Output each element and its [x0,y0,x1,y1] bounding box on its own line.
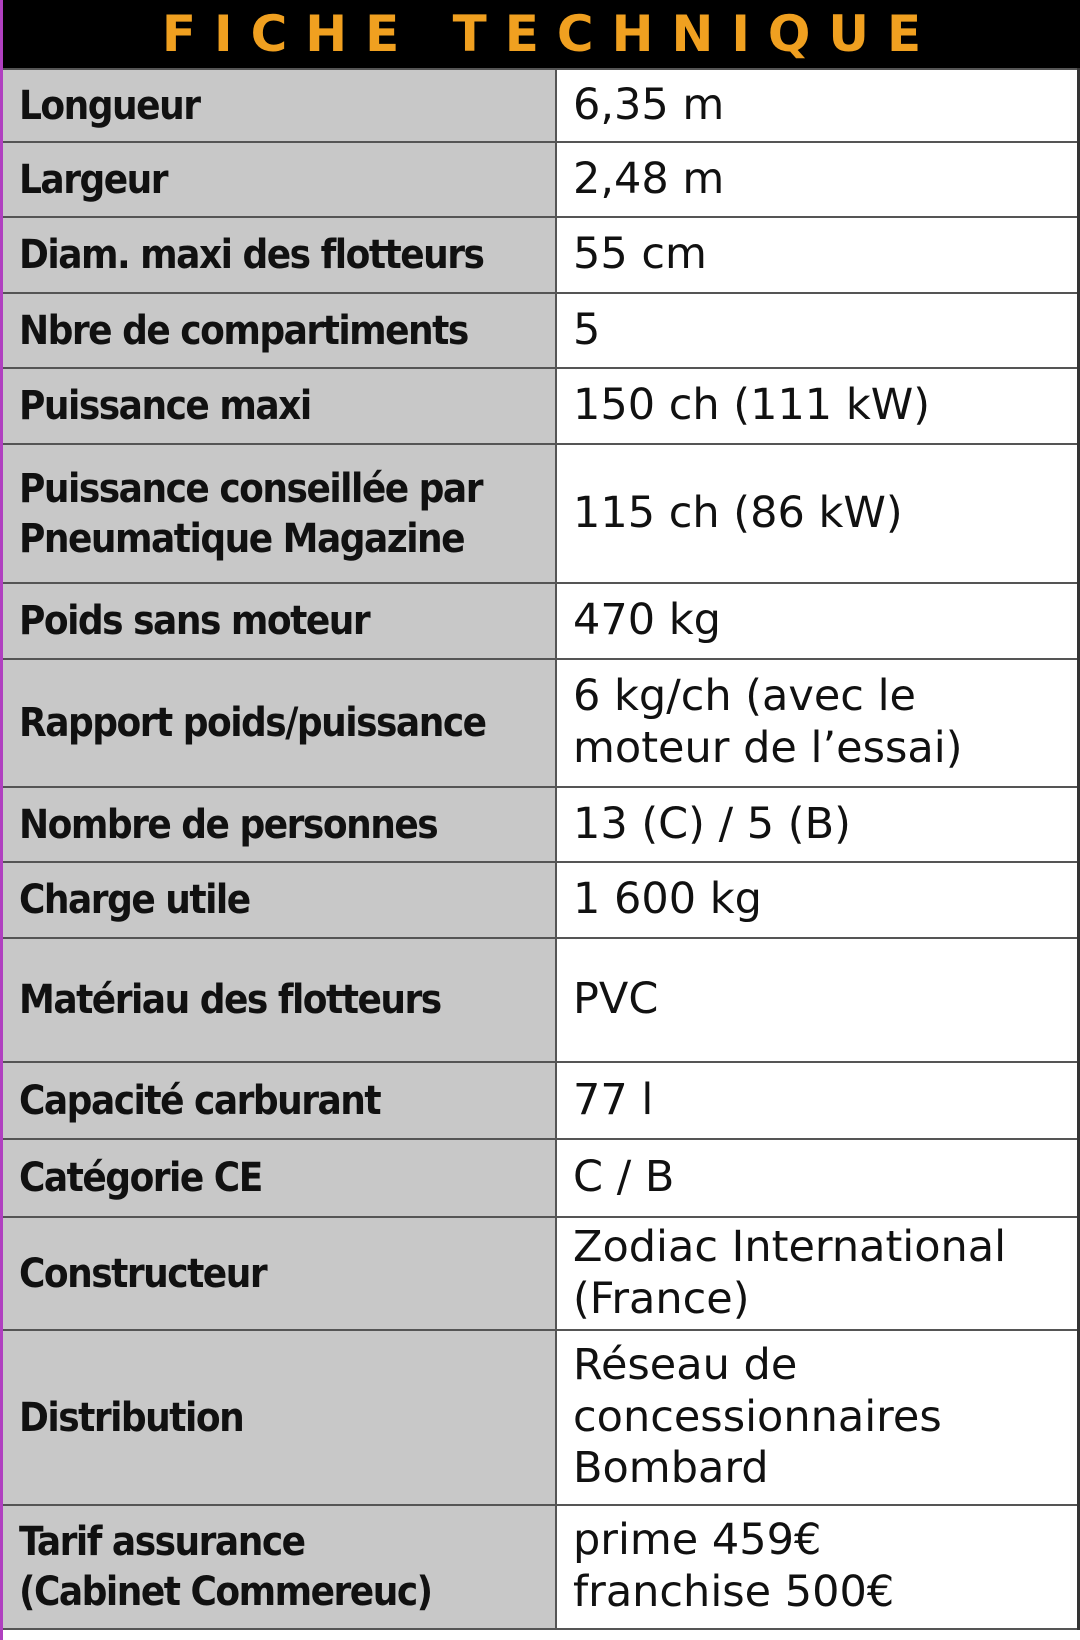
row-value-text: 2,48 m [573,153,725,204]
row-value [556,787,1079,862]
row-label-text: Largeur [19,156,168,203]
row-label [3,1217,556,1330]
table-row [3,862,1079,938]
row-value-text: Zodiac International (France) [573,1221,1007,1324]
row-label [3,862,556,938]
row-value-text: prime 459€ franchise 500€ [573,1515,895,1617]
table-row [3,1505,1079,1629]
table-row [3,69,1079,142]
row-label-text: Charge utile [19,877,250,923]
table-row [3,444,1079,583]
row-label [3,583,556,659]
row-label-text: Catégorie CE [19,1155,262,1201]
row-label-text: Poids sans moteur [19,598,370,644]
row-label [3,1505,556,1629]
row-value [556,368,1079,444]
row-label [3,1330,556,1505]
row-value [556,1217,1079,1330]
row-value-text: C / B [573,1152,675,1203]
row-value [556,938,1079,1062]
row-label [3,217,556,293]
table-row [3,142,1079,217]
row-value-text: 5 [573,304,601,355]
table-row [3,1330,1079,1505]
header-banner [3,0,1080,68]
row-value-text: 77 l [573,1074,654,1125]
table-row [3,938,1079,1062]
row-value [556,1505,1079,1629]
table-row [3,1217,1079,1330]
row-label-text: Rapport poids/puissance [19,700,486,746]
row-value [556,659,1079,787]
row-value [556,583,1079,659]
row-value-text: 150 ch (111 kW) [573,380,931,431]
row-label [3,1062,556,1139]
row-label [3,69,556,142]
row-value [556,1062,1079,1139]
row-label-text: Nombre de personnes [19,801,438,848]
row-value [556,862,1079,938]
row-label [3,293,556,368]
row-label-text: Constructeur [19,1250,267,1297]
row-value-text: 55 cm [573,229,707,280]
table-row [3,1062,1079,1139]
row-value-text: 6 kg/ch (avec le moteur de l’essai) [573,671,963,773]
row-label-text: Nbre de compartiments [19,307,468,354]
row-value [556,142,1079,217]
table-row [3,293,1079,368]
row-label [3,787,556,862]
row-label-text: Capacité carburant [19,1077,381,1124]
row-value-text: PVC [573,974,659,1025]
table-row [3,1139,1079,1217]
row-value [556,1330,1079,1505]
row-value [556,444,1079,583]
row-value [556,217,1079,293]
row-label-text: Tarif assurance (Cabinet Commereuc) [19,1519,432,1615]
row-value-text: 6,35 m [573,79,725,130]
row-value-text: 470 kg [573,595,721,646]
table-row [3,217,1079,293]
row-label-text: Diam. maxi des flotteurs [19,232,484,278]
row-label [3,142,556,217]
row-label [3,368,556,444]
table-row [3,583,1079,659]
row-label-text: Puissance conseillée par Pneumatique Magazine [19,465,482,562]
sheet-title: FICHE TECHNIQUE [161,5,940,63]
row-value-text: 115 ch (86 kW) [573,487,903,538]
row-label [3,1139,556,1217]
row-label-text: Longueur [19,82,200,129]
row-value-text: 13 (C) / 5 (B) [573,798,851,849]
table-row [3,368,1079,444]
row-value-text: 1 600 kg [573,874,762,925]
row-label [3,444,556,583]
row-label-text: Puissance maxi [19,383,311,429]
spec-table [3,68,1080,1630]
row-label [3,659,556,787]
table-row [3,787,1079,862]
row-value [556,69,1079,142]
row-label-text: Matériau des flotteurs [19,977,441,1023]
row-value [556,293,1079,368]
row-label-text: Distribution [19,1394,244,1441]
row-value [556,1139,1079,1217]
row-label [3,938,556,1062]
row-value-text: Réseau de concessionnaires Bombard [573,1340,942,1494]
table-row [3,659,1079,787]
